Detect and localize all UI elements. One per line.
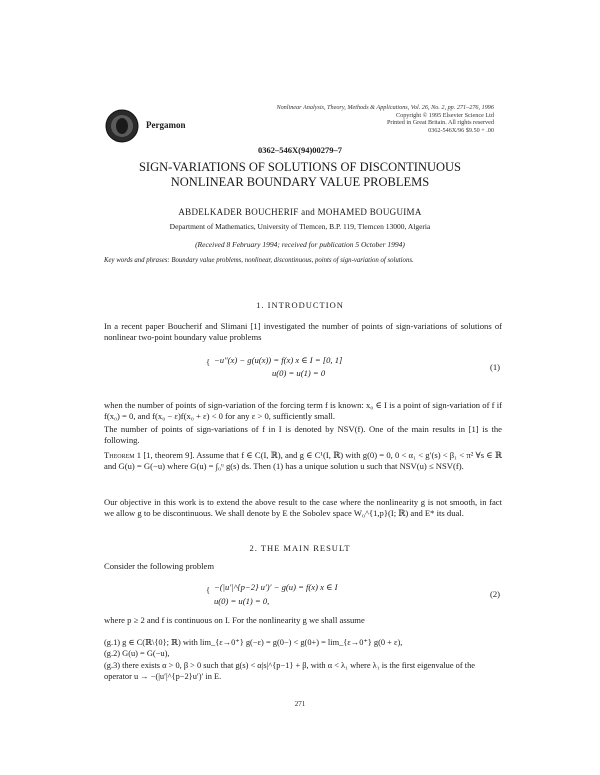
title-line-2: NONLINEAR BOUNDARY VALUE PROBLEMS <box>170 175 430 189</box>
equation-2-number: (2) <box>489 589 500 599</box>
condition-g3: (g.3) there exists α > 0, β > 0 such that g(s) < α|s|^{p−1} + β, with α < λ₁ where λ₁ is the first eigenvalue of the operator u → −(|u′|^{p−2}u′)′ in E. <box>104 661 475 681</box>
equation-1-line-1: −u″(x) − g(u(x)) = f(x) x ∈ I = [0, 1] <box>214 355 343 365</box>
equation-2-line-1: −(|u′|^{p−2} u′)′ − g(u) = f(x) x ∈ I <box>214 582 338 592</box>
nsv-paragraph: The number of points of sign-variations of f in I is denoted by NSV(f). One of the main results in [1] is the following. <box>104 424 502 446</box>
condition-g1: (g.1) g ∈ C(ℝ\{0}; ℝ) with lim_{ε→0⁺} g(−ε) = g(0−) < g(0+) = lim_{ε→0⁺} g(0 + ε), <box>104 638 403 647</box>
equation-1-number: (1) <box>489 362 500 372</box>
section-heading-main-result: 2. THE MAIN RESULT <box>249 543 351 553</box>
publisher-name: Pergamon <box>146 120 186 130</box>
printed-line: Printed in Great Britain. All rights reserved <box>386 119 494 127</box>
pergamon-logo <box>104 108 140 144</box>
article-code: 0362–546X(94)00279–7 <box>257 145 343 155</box>
sign-variation-definition: when the number of points of sign-variation of the forcing term f is known: x₀ ∈ I is a point of sign-variation of f if f(x₀) = 0, and f(x₀ − ε)f(x₀ + ε) < 0 for any ε > 0, sufficiently small. <box>104 400 502 422</box>
section-heading-introduction: 1. INTRODUCTION <box>256 300 344 310</box>
keywords <box>104 256 498 265</box>
affiliation: Department of Mathematics, University of Tlemcen, B.P. 119, Tlemcen 13000, Algeria <box>169 222 431 231</box>
theorem-label: Theorem 1 <box>104 450 142 460</box>
copyright-line: Copyright © 1995 Elsevier Science Ltd <box>395 111 494 119</box>
price-line: 0362-546X/96 $9.50 + .00 <box>428 126 494 134</box>
condition-g2: (g.2) G(u) = G(−u), <box>104 649 170 658</box>
page-number: 271 <box>294 700 306 708</box>
objective-paragraph: Our objective in this work is to extend the above result to the case where the nonlinearity g is not smooth, in fact we allow g to be discontinuous. We shall denote by E the Sobolev space W₀^{1,p}(I; ℝ) and E* its dual. <box>104 497 502 519</box>
keywords-text: Key words and phrases: Boundary value problems, nonlinear, discontinuous, points of sign-variation of solutions. <box>104 257 414 264</box>
theorem-body: [1, theorem 9]. Assume that f ∈ C(I, ℝ), and g ∈ C¹(I, ℝ) with g(0) = 0, 0 < α₁ < g′(s) < β₁ < π² ∀s ∈ ℝ and G(u) = G(−u) where G(u) = ∫₀ᵘ g(s) ds. Then (1) has a unique solution u such that NSV(u) ≤ NSV(f). <box>104 450 503 472</box>
received-dates <box>0 240 600 249</box>
where-paragraph: where p ≥ 2 and f is continuous on I. For the nonlinearity g we shall assume <box>104 615 365 625</box>
consider-paragraph: Consider the following problem <box>104 561 215 571</box>
title-line-1: SIGN-VARIATIONS OF SOLUTIONS OF DISCONTINUOUS <box>138 160 461 174</box>
intro-paragraph: In a recent paper Boucherif and Slimani [1] investigated the number of points of sign-variations of solutions of nonlinear two-point boundary value problems <box>104 321 502 343</box>
received-text: (Received 8 February 1994; received for publication 5 October 1994) <box>195 240 405 249</box>
equation-2-brace: { <box>206 585 211 595</box>
equation-1-brace: { <box>206 357 211 367</box>
journal-line: Nonlinear Analysis, Theory, Methods & Applications, Vol. 26, No. 2, pp. 271–276, 1996 <box>276 104 494 111</box>
equation-2-line-2: u(0) = u(1) = 0, <box>214 596 270 606</box>
journal-info <box>276 104 494 134</box>
authors: ABDELKADER BOUCHERIF and MOHAMED BOUGUIMA <box>178 207 422 217</box>
equation-1-line-2: u(0) = u(1) = 0 <box>272 368 326 378</box>
paper-title <box>0 160 600 190</box>
theorem-1 <box>104 450 502 473</box>
